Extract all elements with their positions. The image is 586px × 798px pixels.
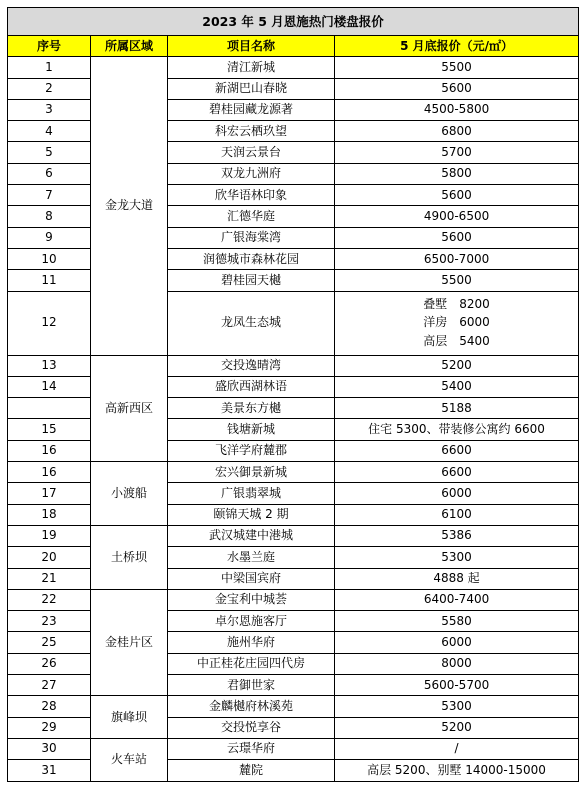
cell-project: 颐锦天城 2 期 [168,504,335,525]
cell-seq: 10 [8,248,91,269]
cell-project: 水墨兰庭 [168,547,335,568]
cell-project: 新湖巴山春晓 [168,78,335,99]
cell-project: 君御世家 [168,675,335,696]
cell-project: 武汉城建中港城 [168,525,335,546]
cell-price: / [335,738,579,759]
cell-seq: 1 [8,57,91,78]
cell-price: 5400 [335,376,579,397]
cell-price: 5800 [335,163,579,184]
table-row [8,57,579,78]
cell-project: 广银海棠湾 [168,227,335,248]
cell-price: 5386 [335,525,579,546]
cell-project: 润德城市森林花园 [168,248,335,269]
cell-price: 5600 [335,227,579,248]
table-row [8,462,579,483]
cell-seq: 19 [8,525,91,546]
cell-seq: 22 [8,589,91,610]
table-row [8,696,579,717]
cell-price: 6500-7000 [335,248,579,269]
cell-price: 6100 [335,504,579,525]
cell-seq: 18 [8,504,91,525]
cell-project: 天润云景台 [168,142,335,163]
table-row [8,738,579,759]
cell-price: 8000 [335,653,579,674]
cell-region: 旗峰坝 [91,696,168,739]
cell-project: 麓院 [168,760,335,781]
table-row [8,355,579,376]
cell-price: 4500-5800 [335,99,579,120]
cell-price: 5300 [335,547,579,568]
cell-project: 中梁国宾府 [168,568,335,589]
cell-price: 5500 [335,57,579,78]
cell-project: 龙凤生态城 [168,291,335,355]
cell-price: 5300 [335,696,579,717]
cell-price: 高层 5200、别墅 14000-15000 [335,760,579,781]
cell-project: 欣华语林印象 [168,185,335,206]
cell-seq: 6 [8,163,91,184]
header-project: 项目名称 [168,36,335,57]
cell-price: 6800 [335,121,579,142]
cell-seq: 7 [8,185,91,206]
cell-seq: 12 [8,291,91,355]
cell-project: 交投逸晴湾 [168,355,335,376]
cell-seq: 5 [8,142,91,163]
price-line: 高层 5400 [423,333,490,348]
cell-price: 5600-5700 [335,675,579,696]
cell-project: 施州华府 [168,632,335,653]
cell-project: 碧桂园天樾 [168,270,335,291]
price-lines [335,298,578,348]
cell-project: 交投悦享谷 [168,717,335,738]
cell-seq: 15 [8,419,91,440]
cell-seq: 23 [8,611,91,632]
cell-seq: 21 [8,568,91,589]
cell-seq: 31 [8,760,91,781]
cell-seq [8,398,91,419]
cell-region: 高新西区 [91,355,168,461]
price-line: 叠墅 8200 [423,297,490,312]
cell-project: 双龙九洲府 [168,163,335,184]
cell-seq: 26 [8,653,91,674]
cell-price: 5700 [335,142,579,163]
cell-seq: 9 [8,227,91,248]
cell-seq: 30 [8,738,91,759]
header-price: 5 月底报价（元/㎡） [335,36,579,57]
cell-price: 5200 [335,717,579,738]
cell-project: 飞洋学府麓郡 [168,440,335,461]
cell-seq: 14 [8,376,91,397]
header-row [8,36,579,57]
cell-seq: 17 [8,483,91,504]
cell-region: 金龙大道 [91,57,168,355]
price-sheet [7,7,578,782]
cell-seq: 29 [8,717,91,738]
table-title: 2023 年 5 月恩施热门楼盘报价 [8,8,579,36]
cell-price: 4888 起 [335,568,579,589]
cell-project: 金宝利中城荟 [168,589,335,610]
cell-seq: 8 [8,206,91,227]
cell-project: 宏兴御景新城 [168,462,335,483]
cell-price: 6600 [335,462,579,483]
cell-region: 土桥坝 [91,525,168,589]
cell-price: 5600 [335,78,579,99]
cell-project: 汇德华庭 [168,206,335,227]
cell-project: 卓尔恩施客厅 [168,611,335,632]
cell-seq: 28 [8,696,91,717]
cell-project: 金麟樾府林溪苑 [168,696,335,717]
table-row [8,525,579,546]
cell-seq: 2 [8,78,91,99]
cell-seq: 20 [8,547,91,568]
cell-price: 5188 [335,398,579,419]
cell-project: 科宏云栖玖望 [168,121,335,142]
cell-seq: 13 [8,355,91,376]
cell-seq: 27 [8,675,91,696]
cell-price: 5200 [335,355,579,376]
cell-project: 碧桂园藏龙源著 [168,99,335,120]
price-line: 洋房 6000 [423,315,490,330]
cell-price: 6600 [335,440,579,461]
cell-price: 6400-7400 [335,589,579,610]
cell-region: 火车站 [91,738,168,781]
cell-seq: 3 [8,99,91,120]
cell-price: 5500 [335,270,579,291]
cell-project: 美景东方樾 [168,398,335,419]
cell-region: 金桂片区 [91,589,168,695]
cell-seq: 16 [8,440,91,461]
cell-project: 中正桂花庄园四代房 [168,653,335,674]
cell-seq: 11 [8,270,91,291]
cell-price: 4900-6500 [335,206,579,227]
cell-project: 云璟华府 [168,738,335,759]
cell-price [335,291,579,355]
cell-price: 5580 [335,611,579,632]
title-row [8,8,579,36]
cell-project: 钱塘新城 [168,419,335,440]
cell-price: 6000 [335,483,579,504]
cell-project: 广银翡翠城 [168,483,335,504]
cell-seq: 25 [8,632,91,653]
cell-price: 住宅 5300、带装修公寓约 6600 [335,419,579,440]
price-table [7,7,579,782]
header-region: 所属区域 [91,36,168,57]
cell-seq: 4 [8,121,91,142]
cell-project: 清江新城 [168,57,335,78]
cell-project: 盛欣西湖林语 [168,376,335,397]
cell-price: 5600 [335,185,579,206]
cell-price: 6000 [335,632,579,653]
header-seq: 序号 [8,36,91,57]
cell-seq: 16 [8,462,91,483]
table-row [8,589,579,610]
cell-region: 小渡船 [91,462,168,526]
